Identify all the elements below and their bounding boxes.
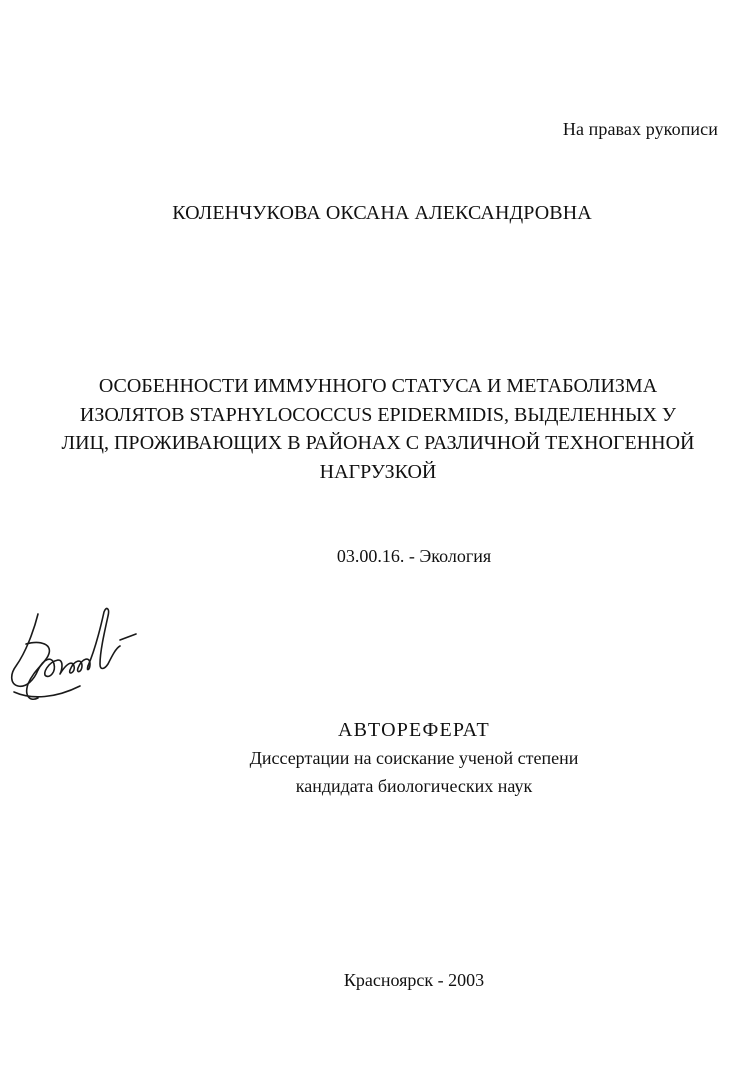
title-line-2: ИЗОЛЯТОВ STAPHYLOCOCCUS EPIDERMIDIS, ВЫДЕЛЕННЫХ У [79, 403, 677, 426]
rights-notice: На правах рукописи [562, 119, 718, 139]
specialty-code: 03.00.16. - Экология [336, 546, 492, 566]
title-line-1: ОСОБЕННОСТИ ИММУННОГО СТАТУСА И МЕТАБОЛИЗМА [98, 375, 658, 397]
dissertation-title [28, 372, 728, 486]
abstract-block [0, 716, 756, 800]
author-name: КОЛЕНЧУКОВА ОКСАНА АЛЕКСАНДРОВНА [172, 202, 592, 224]
degree-line-1: Диссертации на соискание ученой степени [249, 748, 579, 768]
handwritten-signature [4, 600, 144, 718]
abstract-heading: АВТОРЕФЕРАТ [338, 719, 490, 741]
title-line-3: ЛИЦ, ПРОЖИВАЮЩИХ В РАЙОНАХ С РАЗЛИЧНОЙ ТЕХНОГЕННОЙ [61, 432, 695, 454]
city-year: Красноярск - 2003 [343, 970, 485, 990]
degree-line-2: кандидата биологических наук [295, 776, 533, 796]
title-line-4: НАГРУЗКОЙ [319, 460, 437, 483]
